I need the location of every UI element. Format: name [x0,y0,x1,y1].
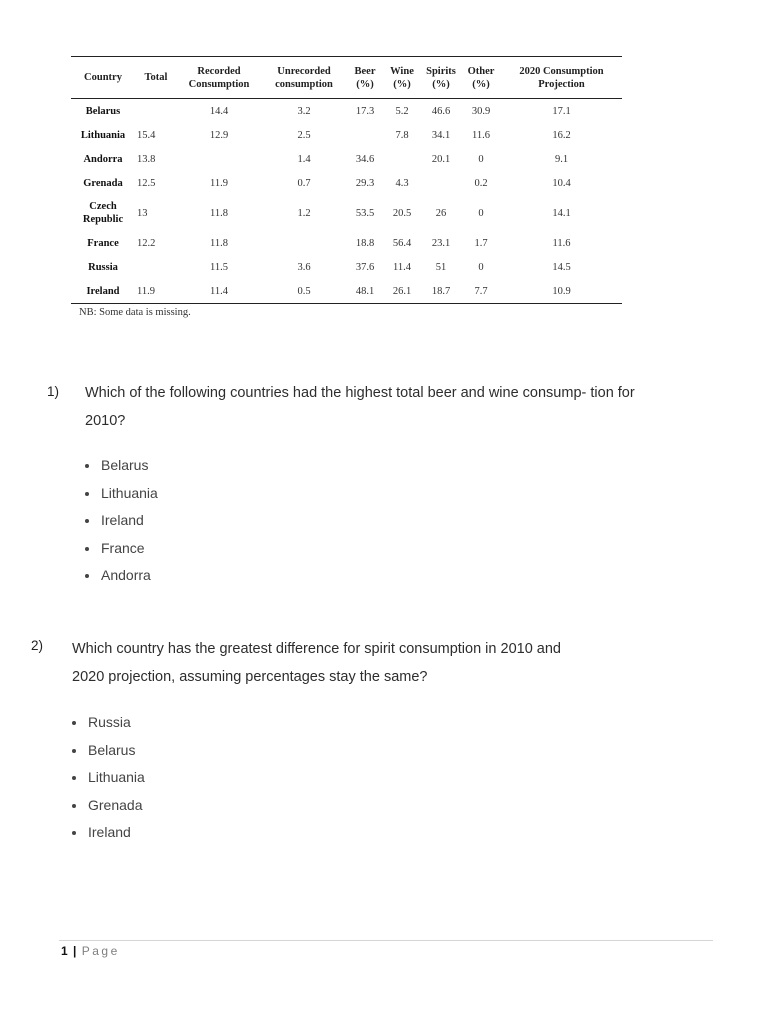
cell-beer: 18.8 [355,237,375,249]
cell-spirits [421,171,461,195]
cell-recorded: 11.9 [210,177,228,189]
cell-total: 11.9 [135,279,177,304]
cell-unrecorded: 3.2 [297,105,311,117]
cell-recorded: 11.8 [210,207,228,219]
cell-recorded: 11.8 [210,237,228,249]
table-row [71,255,622,279]
header-unrecorded: Unrecorded consumption [261,57,347,99]
table-note: NB: Some data is missing. [79,307,191,318]
cell-spirits: 23.1 [431,237,451,249]
header-country: Country [71,57,135,99]
question-number: 1) [47,384,60,399]
cell-projection: 9.1 [554,153,569,165]
answer-options [70,709,145,847]
cell-wine: 7.8 [395,129,409,141]
cell-unrecorded: 1.2 [297,207,311,219]
cell-country: France [87,237,119,249]
cell-beer: 17.3 [355,105,375,117]
cell-country: Russia [88,261,118,273]
cell-wine: 5.2 [395,105,409,117]
page-number: 1 [61,944,68,958]
cell-beer: 37.6 [355,261,375,273]
cell-unrecorded: 1.4 [297,153,311,165]
cell-total: 13.8 [137,153,156,165]
cell-total [135,255,177,279]
cell-other: 30.9 [471,105,491,117]
header-wine: Wine (%) [383,57,421,99]
header-total: Total [135,57,177,99]
header-other: Other (%) [461,57,501,99]
cell-beer [347,123,383,147]
answer-option[interactable]: Lithuania [70,764,145,792]
cell-country: Czech Republic [82,201,124,225]
answer-option[interactable]: Ireland [70,819,145,847]
cell-projection: 16.2 [552,129,571,141]
header-spirits: Spirits (%) [421,57,461,99]
cell-unrecorded: 0.7 [297,177,311,189]
cell-country: Andorra [83,153,123,165]
table-row [71,171,622,195]
cell-beer: 53.5 [355,207,375,219]
table-header-row [71,57,622,99]
question-text: Which of the following countries had the highest total beer and wine consump- tion for 2010? [85,385,635,429]
cell-spirits: 46.6 [431,105,451,117]
cell-projection: 10.9 [501,279,622,304]
cell-other: 0 [478,261,484,273]
table-row [71,279,622,304]
answer-option[interactable]: Ireland [83,507,158,535]
cell-projection: 10.4 [552,177,571,189]
cell-projection: 14.5 [552,261,571,273]
cell-recorded: 12.9 [209,129,229,141]
answer-option[interactable]: Belarus [83,452,158,480]
cell-other: 0 [478,207,484,219]
cell-spirits: 51 [435,261,447,273]
table-row [71,147,622,171]
cell-country: Grenada [83,177,123,189]
answer-option[interactable]: France [83,535,158,563]
cell-projection: 17.1 [552,105,571,117]
table-row [71,123,622,147]
cell-country: Lithuania [80,129,126,141]
answer-option[interactable]: Russia [70,709,145,737]
cell-projection: 11.6 [552,237,571,249]
consumption-table-section [71,56,622,318]
cell-wine: 11.4 [393,261,411,273]
footer-separator: | [73,944,77,958]
header-beer: Beer (%) [347,57,383,99]
cell-country: Ireland [71,279,135,304]
alcohol-consumption-table [71,56,622,304]
cell-total [135,99,177,124]
cell-recorded: 11.4 [177,279,261,304]
answer-option[interactable]: Andorra [83,562,158,590]
cell-spirits: 18.7 [421,279,461,304]
cell-spirits: 20.1 [431,153,451,165]
header-recorded: Recorded Consumption [177,57,261,99]
cell-other: 0.2 [474,177,488,189]
cell-total: 12.2 [137,237,156,249]
cell-recorded: 11.5 [210,261,228,273]
cell-other: 7.7 [461,279,501,304]
cell-recorded [177,147,261,171]
cell-beer: 48.1 [347,279,383,304]
cell-recorded: 14.4 [209,105,229,117]
cell-other: 11.6 [472,129,490,141]
cell-projection: 14.1 [552,207,571,219]
table-row [71,195,622,231]
cell-wine: 20.5 [392,207,412,219]
answer-option[interactable]: Grenada [70,792,145,820]
cell-country: Belarus [85,105,121,117]
cell-spirits: 34.1 [431,129,451,141]
cell-total: 15.4 [137,129,156,141]
cell-unrecorded [261,231,347,255]
cell-wine: 26.1 [383,279,421,304]
cell-total: 13 [137,207,148,219]
cell-beer: 29.3 [355,177,375,189]
cell-unrecorded: 2.5 [297,129,311,141]
page-label: Page [81,944,120,958]
table-row [71,99,622,124]
page-footer [61,944,120,958]
cell-beer: 34.6 [355,153,375,165]
question-number: 2) [31,638,44,653]
cell-wine: 4.3 [395,177,409,189]
cell-spirits: 26 [435,207,447,219]
footer-divider [59,940,713,941]
cell-total: 12.5 [137,177,156,189]
cell-other: 0 [478,153,484,165]
answer-option[interactable]: Belarus [70,737,145,765]
table-row [71,231,622,255]
answer-options [83,452,158,590]
answer-option[interactable]: Lithuania [83,480,158,508]
header-projection: 2020 Consumption Projection [501,57,622,99]
cell-other: 1.7 [474,237,488,249]
cell-unrecorded: 0.5 [261,279,347,304]
cell-unrecorded: 3.6 [297,261,311,273]
question-text: Which country has the greatest difference for spirit consumption in 2010 and 2020 projection, assuming percentages stay the same? [72,641,561,685]
cell-wine: 56.4 [392,237,412,249]
cell-wine [383,147,421,171]
